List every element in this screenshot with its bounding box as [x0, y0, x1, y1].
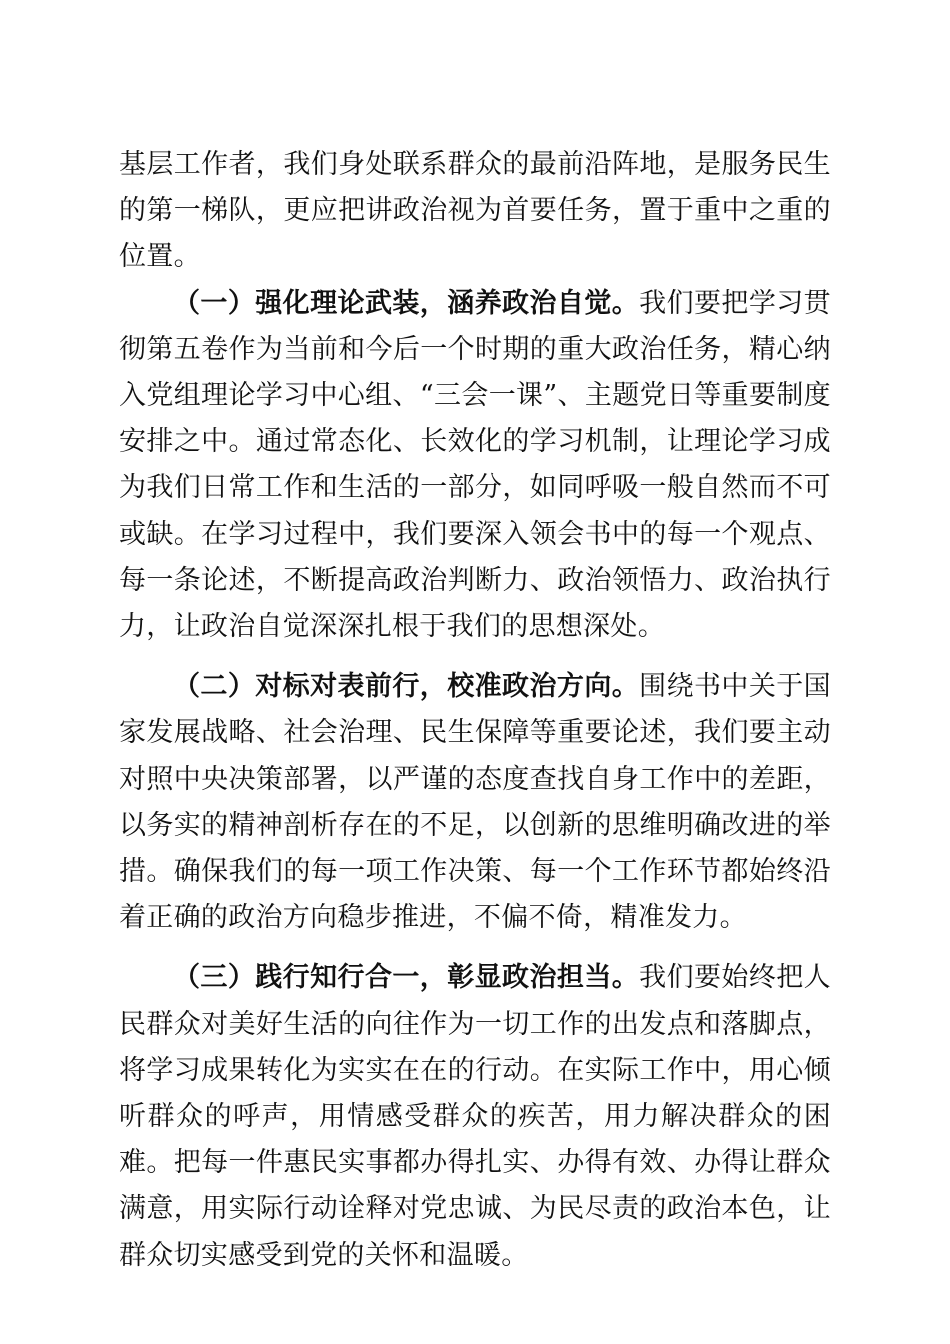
paragraph-section-2 [119, 664, 831, 941]
paragraph-intro [119, 142, 831, 281]
section-heading: （一）强化理论武装，涵养政治自觉。 [173, 287, 640, 319]
paragraph-body: 基层工作者，我们身处联系群众的最前沿阵地，是服务民生的第一梯队，更应把讲政治视为首要任务，置于重中之重的位置。 [119, 149, 831, 273]
paragraph-body: 围绕书中关于国家发展战略、社会治理、民生保障等重要论述，我们要主动对照中央决策部署，以严谨的态度查找自身工作中的差距，以务实的精神剖析存在的不足，以创新的思维明确改进的举措。确保我们的每一项工作决策、每一个工作环节都始终沿着正确的政治方向稳步推进，不偏不倚，精准发力。 [119, 671, 831, 934]
document-body [119, 142, 831, 1279]
paragraph-body: 我们要始终把人民群众对美好生活的向往作为一切工作的出发点和落脚点，将学习成果转化为实实在在的行动。在实际工作中，用心倾听群众的呼声，用情感受群众的疾苦，用力解决群众的困难。把每一件惠民实事都办得扎实、办得有效、办得让群众满意，用实际行动诠释对党忠诚、为民尽责的政治本色，让群众切实感受到党的关怀和温暖。 [119, 962, 831, 1271]
section-heading: （三）践行知行合一，彰显政治担当。 [173, 962, 640, 994]
paragraph-section-3 [119, 955, 831, 1278]
paragraph-section-1 [119, 281, 831, 651]
paragraph-body: 我们要把学习贯彻第五卷作为当前和今后一个时期的重大政治任务，精心纳入党组理论学习中心组、“三会一课”、主题党日等重要制度安排之中。通过常态化、长效化的学习机制，让理论学习成为我们日常工作和生活的一部分，如同呼吸一般自然而不可或缺。在学习过程中，我们要深入领会书中的每一个观点、每一条论述，不断提高政治判断力、政治领悟力、政治执行力，让政治自觉深深扎根于我们的思想深处。 [119, 287, 831, 643]
section-heading: （二）对标对表前行，校准政治方向。 [173, 671, 640, 703]
